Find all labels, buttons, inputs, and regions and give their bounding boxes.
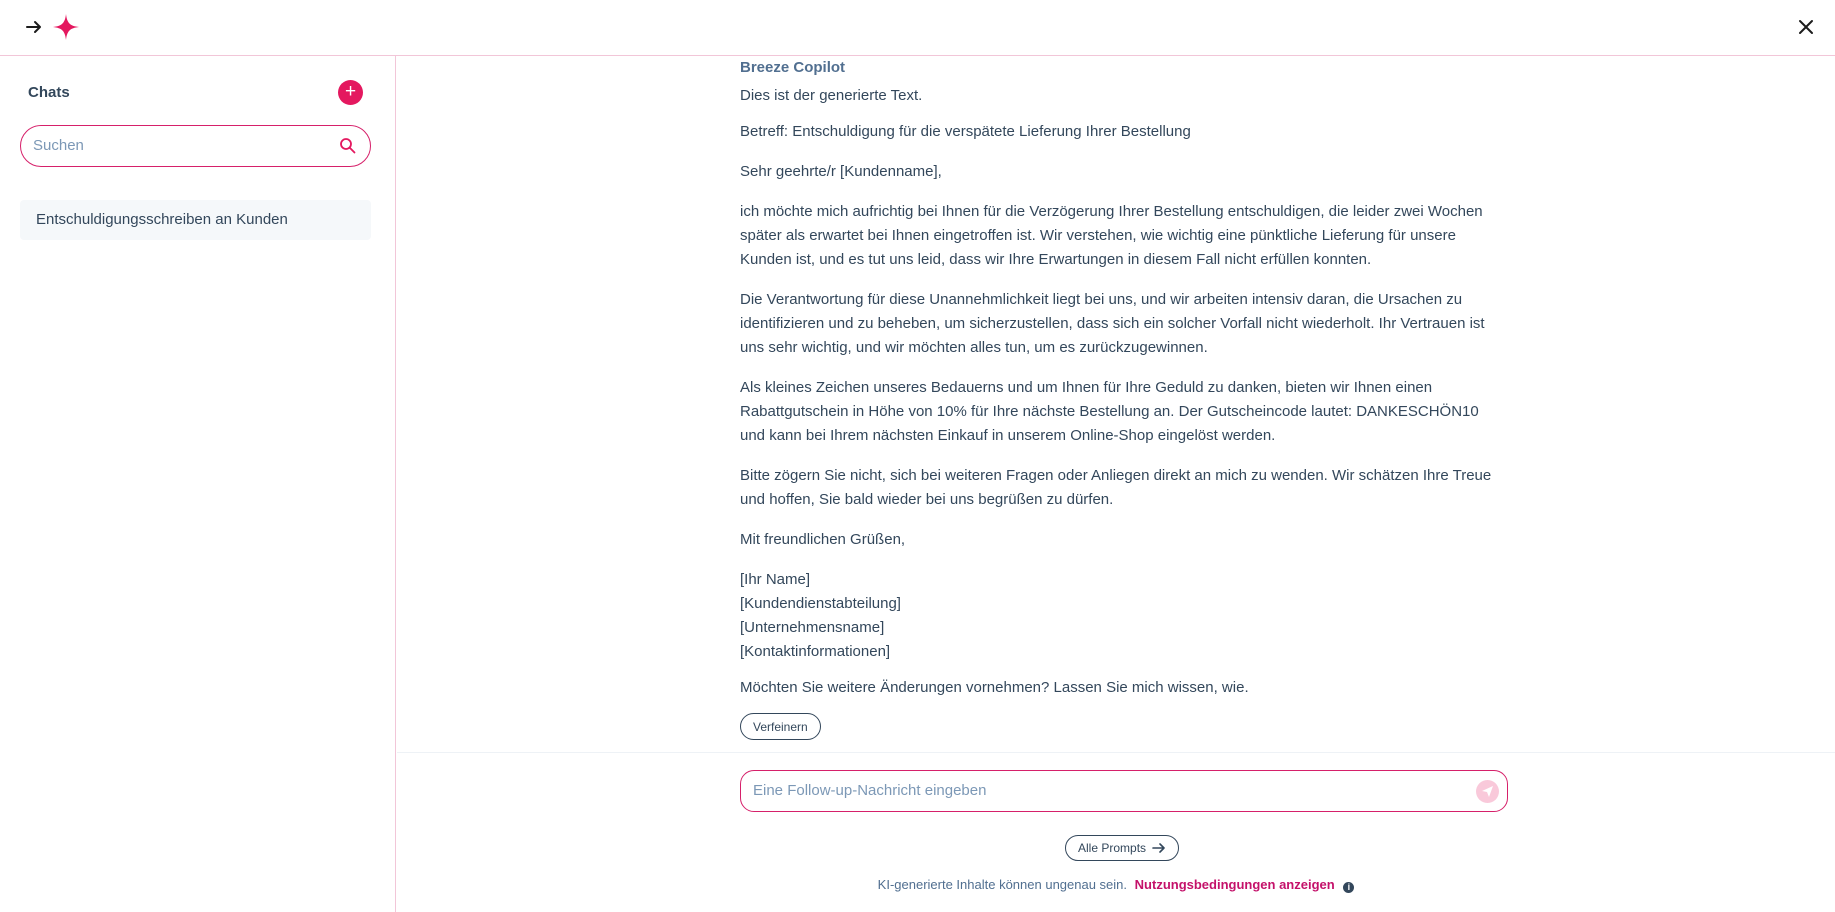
signature-line: [Kundendienstabteilung] <box>740 595 901 612</box>
composer <box>740 770 1508 812</box>
message-paragraph: Betreff: Entschuldigung für die verspätete Lieferung Ihrer Bestellung <box>740 123 1191 140</box>
close-icon[interactable] <box>1795 16 1817 38</box>
disclaimer-text: KI-generierte Inhalte können ungenau sein. <box>877 877 1128 892</box>
send-icon <box>1481 785 1494 798</box>
all-prompts-button[interactable] <box>1065 835 1179 861</box>
chats-title: Chats <box>28 84 70 101</box>
message-paragraph: ich möchte mich aufrichtig bei Ihnen für die Verzögerung Ihrer Bestellung entschuldigen, die leider zwei Wochen später als erwartet bei Ihnen eingetroffen ist. Wir verstehen, wie wichtig eine pünktliche Lieferung für unsere Kunden ist, und es tut uns leid, dass wir Ihre Erwartungen in diesem Fall nicht erfüllen konnten. <box>740 203 1483 268</box>
signature-line: [Unternehmensname] <box>740 619 885 636</box>
arrow-right-icon <box>1152 843 1166 853</box>
new-chat-button[interactable]: + <box>338 80 363 105</box>
signature-line: [Ihr Name] <box>740 571 811 588</box>
search-input[interactable] <box>33 126 333 165</box>
search-icon[interactable] <box>339 137 356 154</box>
terms-link[interactable]: Nutzungsbedingungen anzeigen <box>1134 877 1335 892</box>
top-bar <box>0 0 1835 56</box>
message-paragraph: Sehr geehrte/r [Kundenname], <box>740 163 942 180</box>
sparkle-icon <box>52 13 80 41</box>
message-paragraph: Mit freundlichen Grüßen, <box>740 531 906 548</box>
info-icon[interactable]: i <box>1343 882 1354 893</box>
follow-up-input[interactable] <box>753 771 1453 810</box>
message-paragraph: Dies ist der generierte Text. <box>740 87 923 104</box>
message-paragraph: Die Verantwortung für diese Unannehmlichkeit liegt bei uns, und wir arbeiten intensiv daran, die Ursachen zu identifizieren und zu beheben, um sicherzustellen, dass sich ein solcher Vorfall nicht wiederholt. Ihr Vertrauen ist uns sehr wichtig, und wir möchten alles tun, um es zurückzugewinnen. <box>740 291 1485 356</box>
message-paragraph: Als kleines Zeichen unseres Bedauerns und um Ihnen für Ihre Geduld zu danken, bieten wir Ihnen einen Rabattgutschein in Höhe von 10% für Ihre nächste Bestellung an. Der Gutscheincode lautet: DANKESCHÖN10 und kann bei Ihrem nächsten Einkauf in unserem Online-Shop eingelöst werden. <box>740 379 1479 444</box>
message-paragraph: Bitte zögern Sie nicht, sich bei weiteren Fragen oder Anliegen direkt an mich zu wenden. Wir schätzen Ihre Treue und hoffen, Sie bald wieder bei uns begrüßen zu dürfen. <box>740 467 1492 508</box>
sender-name: Breeze Copilot <box>740 59 846 76</box>
refine-button[interactable]: Verfeinern <box>740 713 821 740</box>
arrow-right-icon[interactable] <box>24 16 44 38</box>
search-box <box>20 125 371 167</box>
send-button[interactable] <box>1476 780 1499 803</box>
sidebar <box>0 56 396 912</box>
disclaimer <box>397 877 1835 893</box>
chat-main <box>397 56 1835 912</box>
sidebar-item-chat[interactable]: Entschuldigungsschreiben an Kunden <box>20 200 371 240</box>
all-prompts-label: Alle Prompts <box>1078 841 1147 855</box>
closing-question: Möchten Sie weitere Änderungen vornehmen? Lassen Sie mich wissen, wie. <box>740 679 1249 696</box>
signature-line: [Kontaktinformationen] <box>740 643 891 660</box>
